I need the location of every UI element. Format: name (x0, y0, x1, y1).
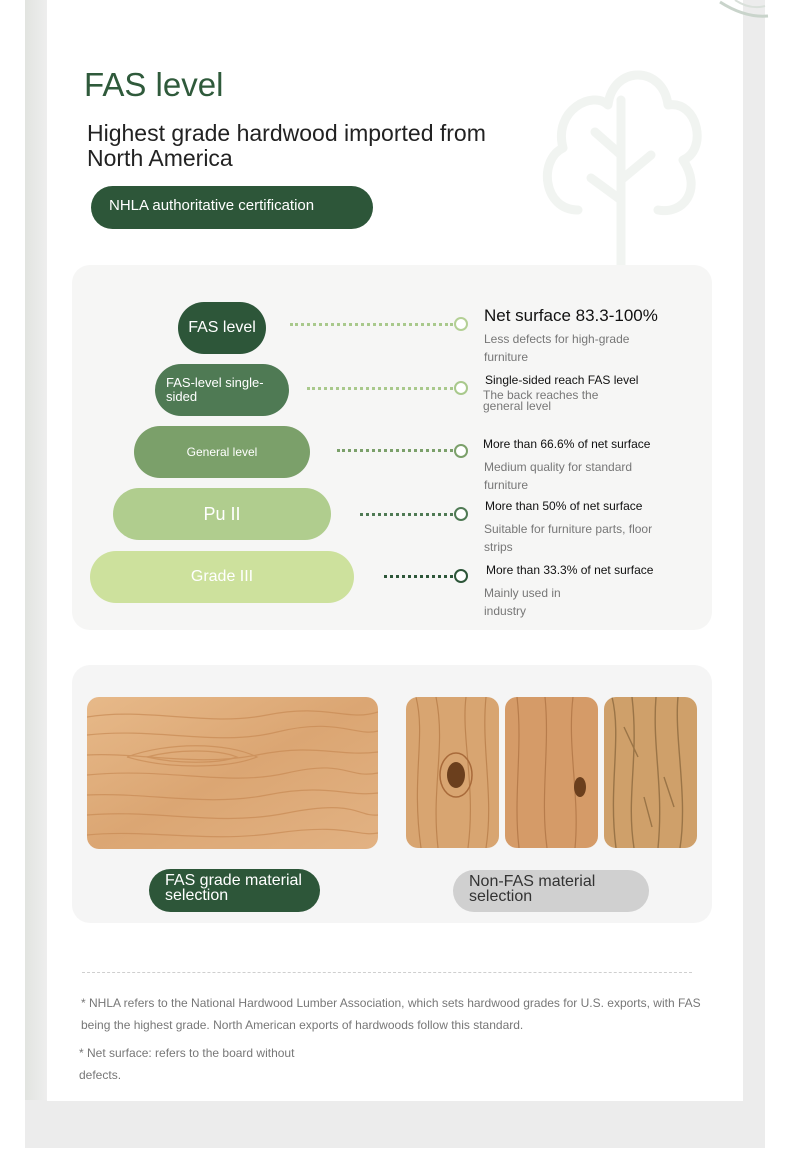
connector-node (454, 444, 468, 458)
grade-pill-grade-iii: Grade III (90, 551, 354, 603)
grade-pill-general: General level (134, 426, 310, 478)
connector-line (337, 449, 453, 452)
connector-line (307, 387, 453, 390)
grade-heading: More than 50% of net surface (485, 499, 643, 513)
tree-icon (533, 60, 713, 270)
connector-node (454, 317, 468, 331)
net-surface-footnote: * Net surface: refers to the board without defects. (79, 1046, 295, 1082)
fas-wood-image (87, 697, 378, 849)
nhla-footnote: * NHLA refers to the National Hardwood Lumber Association, which sets hardwood grades for U.S. exports, with FAS being the highest grade. North American exports of hardwoods follow this standard. (81, 996, 701, 1032)
connector-line (384, 575, 453, 578)
page-subtitle: Highest grade hardwood imported from North America (87, 120, 486, 171)
grade-description: Less defects for high-grade furniture (484, 332, 630, 364)
grade-description: The back reaches the general level (483, 388, 599, 413)
non-fas-wood-image-3 (604, 697, 697, 848)
connector-node (454, 569, 468, 583)
non-fas-wood-image-2 (505, 697, 598, 848)
grade-pill-pu-ii: Pu II (113, 488, 331, 540)
connector-line (360, 513, 453, 516)
grade-pill-fas-single-sided: FAS-level single-sided (155, 364, 289, 416)
grade-description: Mainly used in industry (484, 586, 561, 618)
connector-node (454, 507, 468, 521)
left-shade (25, 0, 47, 1100)
connector-line (290, 323, 453, 326)
grade-heading: Single-sided reach FAS level (485, 373, 639, 387)
grade-pill-fas: FAS level (178, 302, 266, 354)
page-title: FAS level (84, 66, 224, 103)
grade-description: Suitable for furniture parts, floor strips (484, 522, 653, 554)
grade-heading: Net surface 83.3-100% (484, 306, 658, 325)
non-fas-wood-image-1 (406, 697, 499, 848)
grade-description: Medium quality for standard furniture (484, 460, 633, 492)
non-fas-caption-badge: Non-FAS material selection (453, 870, 649, 912)
divider (82, 972, 692, 973)
grade-heading: More than 33.3% of net surface (486, 563, 654, 577)
fas-caption-badge: FAS grade material selection (149, 869, 320, 912)
certification-badge: NHLA authoritative certification (91, 186, 373, 229)
leaf-icon (710, 0, 770, 30)
connector-node (454, 381, 468, 395)
grade-heading: More than 66.6% of net surface (483, 437, 651, 451)
